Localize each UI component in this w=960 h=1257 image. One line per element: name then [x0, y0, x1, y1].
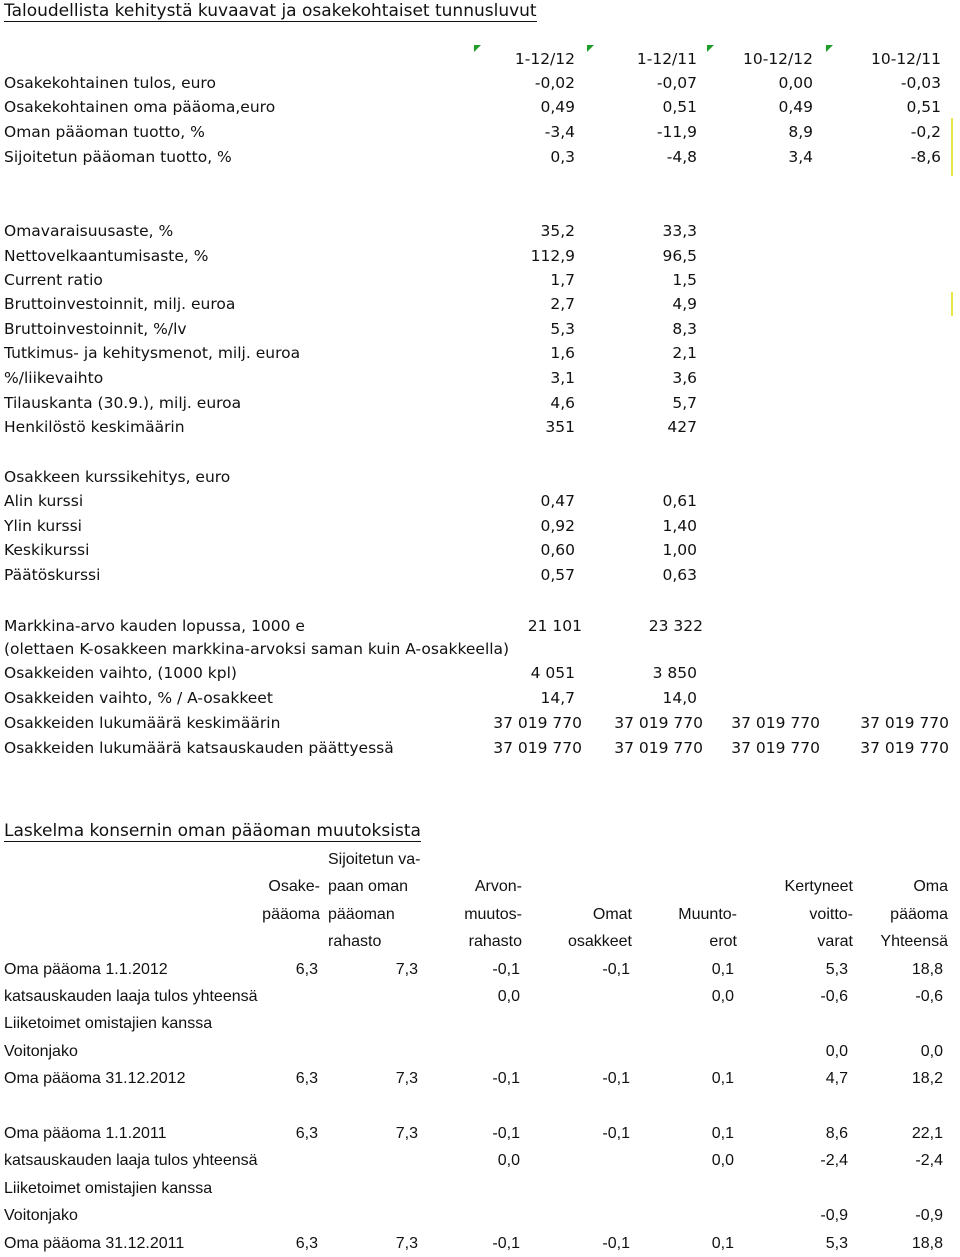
cell-value: 3,4	[788, 148, 813, 166]
cell-value: 1,6	[550, 344, 575, 362]
column-header: Oma	[913, 878, 948, 895]
table-row	[0, 489, 960, 513]
row-label: Sijoitetun pääoman tuotto, %	[4, 148, 232, 166]
cell-value: 35,2	[540, 222, 575, 240]
cell-value: 5,3	[550, 320, 575, 338]
table-row	[0, 514, 960, 538]
row-label: Nettovelkaantumisaste, %	[4, 247, 209, 265]
column-header: osakkeet	[567, 933, 632, 950]
cell-value: -0,02	[534, 74, 575, 92]
comment-marker-icon	[474, 45, 481, 52]
row-label: (olettaen K-osakkeen markkina-arvoksi saman kuin A-osakkeella)	[4, 640, 510, 658]
table-row	[0, 736, 960, 760]
cell-value: 21 101	[527, 617, 582, 635]
row-label: Oman pääoman tuotto, %	[4, 123, 205, 141]
row-label: katsauskauden laaja tulos yhteensä	[4, 1152, 258, 1169]
table-row	[0, 538, 960, 562]
table-row	[0, 71, 960, 95]
table-row	[0, 317, 960, 341]
key-figures-title: Taloudellista kehitystä kuvaavat ja osakekohtaiset tunnusluvut	[4, 1, 537, 21]
cell-value: 18,2	[911, 1070, 943, 1087]
row-label: Osakekohtainen tulos, euro	[4, 74, 216, 92]
row-label: Omavaraisuusaste, %	[4, 222, 174, 240]
row-label: Osakkeiden vaihto, (1000 kpl)	[4, 664, 237, 682]
equity-changes-title: Laskelma konsernin oman pääoman muutoksista	[4, 821, 421, 841]
table-row	[0, 1120, 960, 1147]
cell-value: 351	[545, 418, 575, 436]
cell-value: -0,1	[492, 961, 520, 978]
row-label: Osakkeiden lukumäärä keskimäärin	[4, 714, 281, 732]
cell-value: -0,9	[820, 1207, 848, 1224]
cell-value: -0,1	[492, 1235, 520, 1252]
row-label: Bruttoinvestoinnit, %/lv	[4, 320, 187, 338]
column-header: Arvon-	[474, 878, 522, 895]
cell-value: 18,8	[911, 1235, 943, 1252]
cell-value: 2,7	[550, 295, 575, 313]
row-label: Liiketoimet omistajien kanssa	[4, 1015, 213, 1032]
cell-value: -0,07	[656, 74, 697, 92]
row-label: Alin kurssi	[4, 492, 84, 510]
row-label: Oma pääoma 1.1.2011	[4, 1125, 167, 1142]
table-row	[0, 1010, 960, 1037]
row-label: Liiketoimet omistajien kanssa	[4, 1180, 213, 1197]
period-header: 10-12/12	[743, 50, 813, 68]
row-label: Tutkimus- ja kehitysmenot, milj. euroa	[4, 344, 301, 362]
row-label: Osakkeen kurssikehitys, euro	[4, 468, 231, 486]
column-header: paan oman	[328, 878, 409, 895]
cell-value: 4,7	[825, 1070, 848, 1087]
cell-value: 6,3	[295, 1070, 318, 1087]
cell-value: 2,1	[672, 344, 697, 362]
table-row	[0, 686, 960, 710]
cell-value: -0,6	[915, 988, 943, 1005]
cell-value: 0,49	[540, 98, 575, 116]
cell-value: 6,3	[295, 1235, 318, 1252]
column-header: Osake-	[268, 878, 320, 895]
cell-value: -0,6	[820, 988, 848, 1005]
cell-value: 37 019 770	[614, 739, 703, 757]
table-row	[0, 244, 960, 268]
table-row	[0, 1230, 960, 1257]
column-header: Omat	[592, 906, 632, 923]
table-row	[0, 391, 960, 415]
row-label: %/liikevaihto	[4, 369, 104, 387]
cell-value: 0,47	[540, 492, 575, 510]
cell-value: 37 019 770	[493, 739, 582, 757]
cell-value: -4,8	[666, 148, 697, 166]
table-row	[0, 661, 960, 685]
comment-marker-icon	[587, 45, 594, 52]
row-label: katsauskauden laaja tulos yhteensä	[4, 988, 258, 1005]
cell-value: 0,51	[662, 98, 697, 116]
cell-value: 1,00	[662, 541, 697, 559]
cell-value: 0,0	[711, 1152, 734, 1169]
cell-value: 0,51	[906, 98, 941, 116]
row-label: Keskikurssi	[4, 541, 90, 559]
cell-value: 0,57	[540, 566, 575, 584]
cell-value: -0,03	[900, 74, 941, 92]
cell-value: 3 850	[652, 664, 697, 682]
cell-value: 6,3	[295, 961, 318, 978]
cell-value: -0,1	[602, 1125, 630, 1142]
cell-value: 8,3	[672, 320, 697, 338]
row-label: Tilauskanta (30.9.), milj. euroa	[4, 394, 242, 412]
row-label: Voitonjako	[4, 1207, 78, 1224]
cell-value: -11,9	[656, 123, 697, 141]
cell-value: 3,1	[550, 369, 575, 387]
period-header: 10-12/11	[871, 50, 941, 68]
table-row	[0, 711, 960, 735]
cell-value: 4,6	[550, 394, 575, 412]
cell-value: 22,1	[911, 1125, 943, 1142]
cell-value: 37 019 770	[860, 714, 949, 732]
row-label: Voitonjako	[4, 1043, 78, 1060]
table-row	[0, 341, 960, 365]
cell-value: -0,1	[602, 1070, 630, 1087]
cell-value: 37 019 770	[731, 739, 820, 757]
cell-value: 0,60	[540, 541, 575, 559]
row-label: Oma pääoma 31.12.2012	[4, 1070, 186, 1087]
cell-value: 1,5	[672, 271, 697, 289]
table-row	[0, 268, 960, 292]
table-row	[0, 465, 960, 489]
row-label: Osakkeiden lukumäärä katsauskauden päättyessä	[4, 739, 394, 757]
cell-value: 6,3	[295, 1125, 318, 1142]
cell-value: 8,6	[825, 1125, 848, 1142]
column-header: Kertyneet	[784, 878, 853, 895]
cell-value: -2,4	[820, 1152, 848, 1169]
cell-value: 96,5	[662, 247, 697, 265]
cell-value: 0,1	[711, 1125, 734, 1142]
comment-marker-icon	[826, 45, 833, 52]
column-header: pääoman	[328, 906, 395, 923]
column-header: Muunto-	[678, 906, 737, 923]
cell-value: 0,0	[497, 1152, 520, 1169]
cell-value: 33,3	[662, 222, 697, 240]
cell-value: 0,1	[711, 1235, 734, 1252]
cell-value: 5,3	[825, 1235, 848, 1252]
cell-value: 0,00	[778, 74, 813, 92]
cell-value: 0,63	[662, 566, 697, 584]
table-row	[0, 145, 960, 169]
column-header: voitto-	[809, 906, 853, 923]
cell-value: 3,6	[672, 369, 697, 387]
column-header: rahasto	[468, 933, 522, 950]
cell-value: -3,4	[544, 123, 575, 141]
cell-value: 0,49	[778, 98, 813, 116]
cell-value: 0,0	[497, 988, 520, 1005]
cell-value: 1,40	[662, 517, 697, 535]
table-row	[0, 1038, 960, 1065]
cell-value: 37 019 770	[493, 714, 582, 732]
table-row	[0, 563, 960, 587]
cell-value: 0,61	[662, 492, 697, 510]
cell-value: 0,0	[920, 1043, 943, 1060]
column-header: Sijoitetun va-	[328, 851, 421, 868]
column-header: rahasto	[328, 933, 382, 950]
row-label: Osakekohtainen oma pääoma,euro	[4, 98, 276, 116]
cell-value: 37 019 770	[614, 714, 703, 732]
column-header: pääoma	[890, 906, 948, 923]
column-header: pääoma	[262, 906, 320, 923]
cell-value: 4 051	[530, 664, 575, 682]
table-row	[0, 219, 960, 243]
cell-value: -0,2	[910, 123, 941, 141]
table-row	[0, 956, 960, 983]
row-label: Päätöskurssi	[4, 566, 101, 584]
cell-value: 0,1	[711, 961, 734, 978]
column-header: Yhteensä	[880, 933, 948, 950]
table-row	[0, 1065, 960, 1092]
cell-value: 0,0	[711, 988, 734, 1005]
period-header: 1-12/11	[636, 50, 697, 68]
cell-value: 0,3	[550, 148, 575, 166]
cell-value: -8,6	[910, 148, 941, 166]
cell-value: 5,7	[672, 394, 697, 412]
table-row	[0, 1202, 960, 1229]
cell-value: -0,9	[915, 1207, 943, 1224]
cell-value: 18,8	[911, 961, 943, 978]
row-label: Bruttoinvestoinnit, milj. euroa	[4, 295, 236, 313]
row-label: Oma pääoma 1.1.2012	[4, 961, 168, 978]
cell-value: -0,1	[492, 1070, 520, 1087]
cell-value: 427	[667, 418, 697, 436]
cell-value: -0,1	[602, 1235, 630, 1252]
comment-marker-icon	[707, 45, 714, 52]
table-row	[0, 415, 960, 439]
cell-value: 37 019 770	[731, 714, 820, 732]
cell-value: -0,1	[602, 961, 630, 978]
table-row	[0, 1147, 960, 1174]
cell-value: 7,3	[395, 1235, 418, 1252]
cell-value: -2,4	[915, 1152, 943, 1169]
cell-value: 0,0	[825, 1043, 848, 1060]
table-row	[0, 1175, 960, 1202]
cell-value: 0,92	[540, 517, 575, 535]
cell-value: 5,3	[825, 961, 848, 978]
cell-value: 14,0	[662, 689, 697, 707]
row-label: Oma pääoma 31.12.2011	[4, 1235, 185, 1252]
row-label: Henkilöstö keskimäärin	[4, 418, 185, 436]
table-row	[0, 366, 960, 390]
table-row	[0, 614, 960, 638]
row-label: Current ratio	[4, 271, 103, 289]
row-label: Osakkeiden vaihto, % / A-osakkeet	[4, 689, 273, 707]
cell-value: 23 322	[648, 617, 703, 635]
row-label: Markkina-arvo kauden lopussa, 1000 e	[4, 617, 305, 635]
period-header: 1-12/12	[514, 50, 575, 68]
cell-value: 8,9	[788, 123, 813, 141]
column-header: erot	[709, 933, 737, 950]
cell-value: 1,7	[550, 271, 575, 289]
column-header: varat	[817, 933, 853, 950]
table-row	[0, 120, 960, 144]
table-row	[0, 983, 960, 1010]
cell-value: 37 019 770	[860, 739, 949, 757]
row-label: Ylin kurssi	[4, 517, 82, 535]
cell-value: 7,3	[395, 1125, 418, 1142]
cell-value: 4,9	[672, 295, 697, 313]
table-row	[0, 95, 960, 119]
column-header: muutos-	[464, 906, 522, 923]
cell-value: 112,9	[530, 247, 575, 265]
cell-value: 0,1	[711, 1070, 734, 1087]
table-row	[0, 292, 960, 316]
cell-value: 14,7	[540, 689, 575, 707]
cell-value: 7,3	[395, 1070, 418, 1087]
cell-value: 7,3	[395, 961, 418, 978]
table-row	[0, 637, 960, 661]
cell-value: -0,1	[492, 1125, 520, 1142]
